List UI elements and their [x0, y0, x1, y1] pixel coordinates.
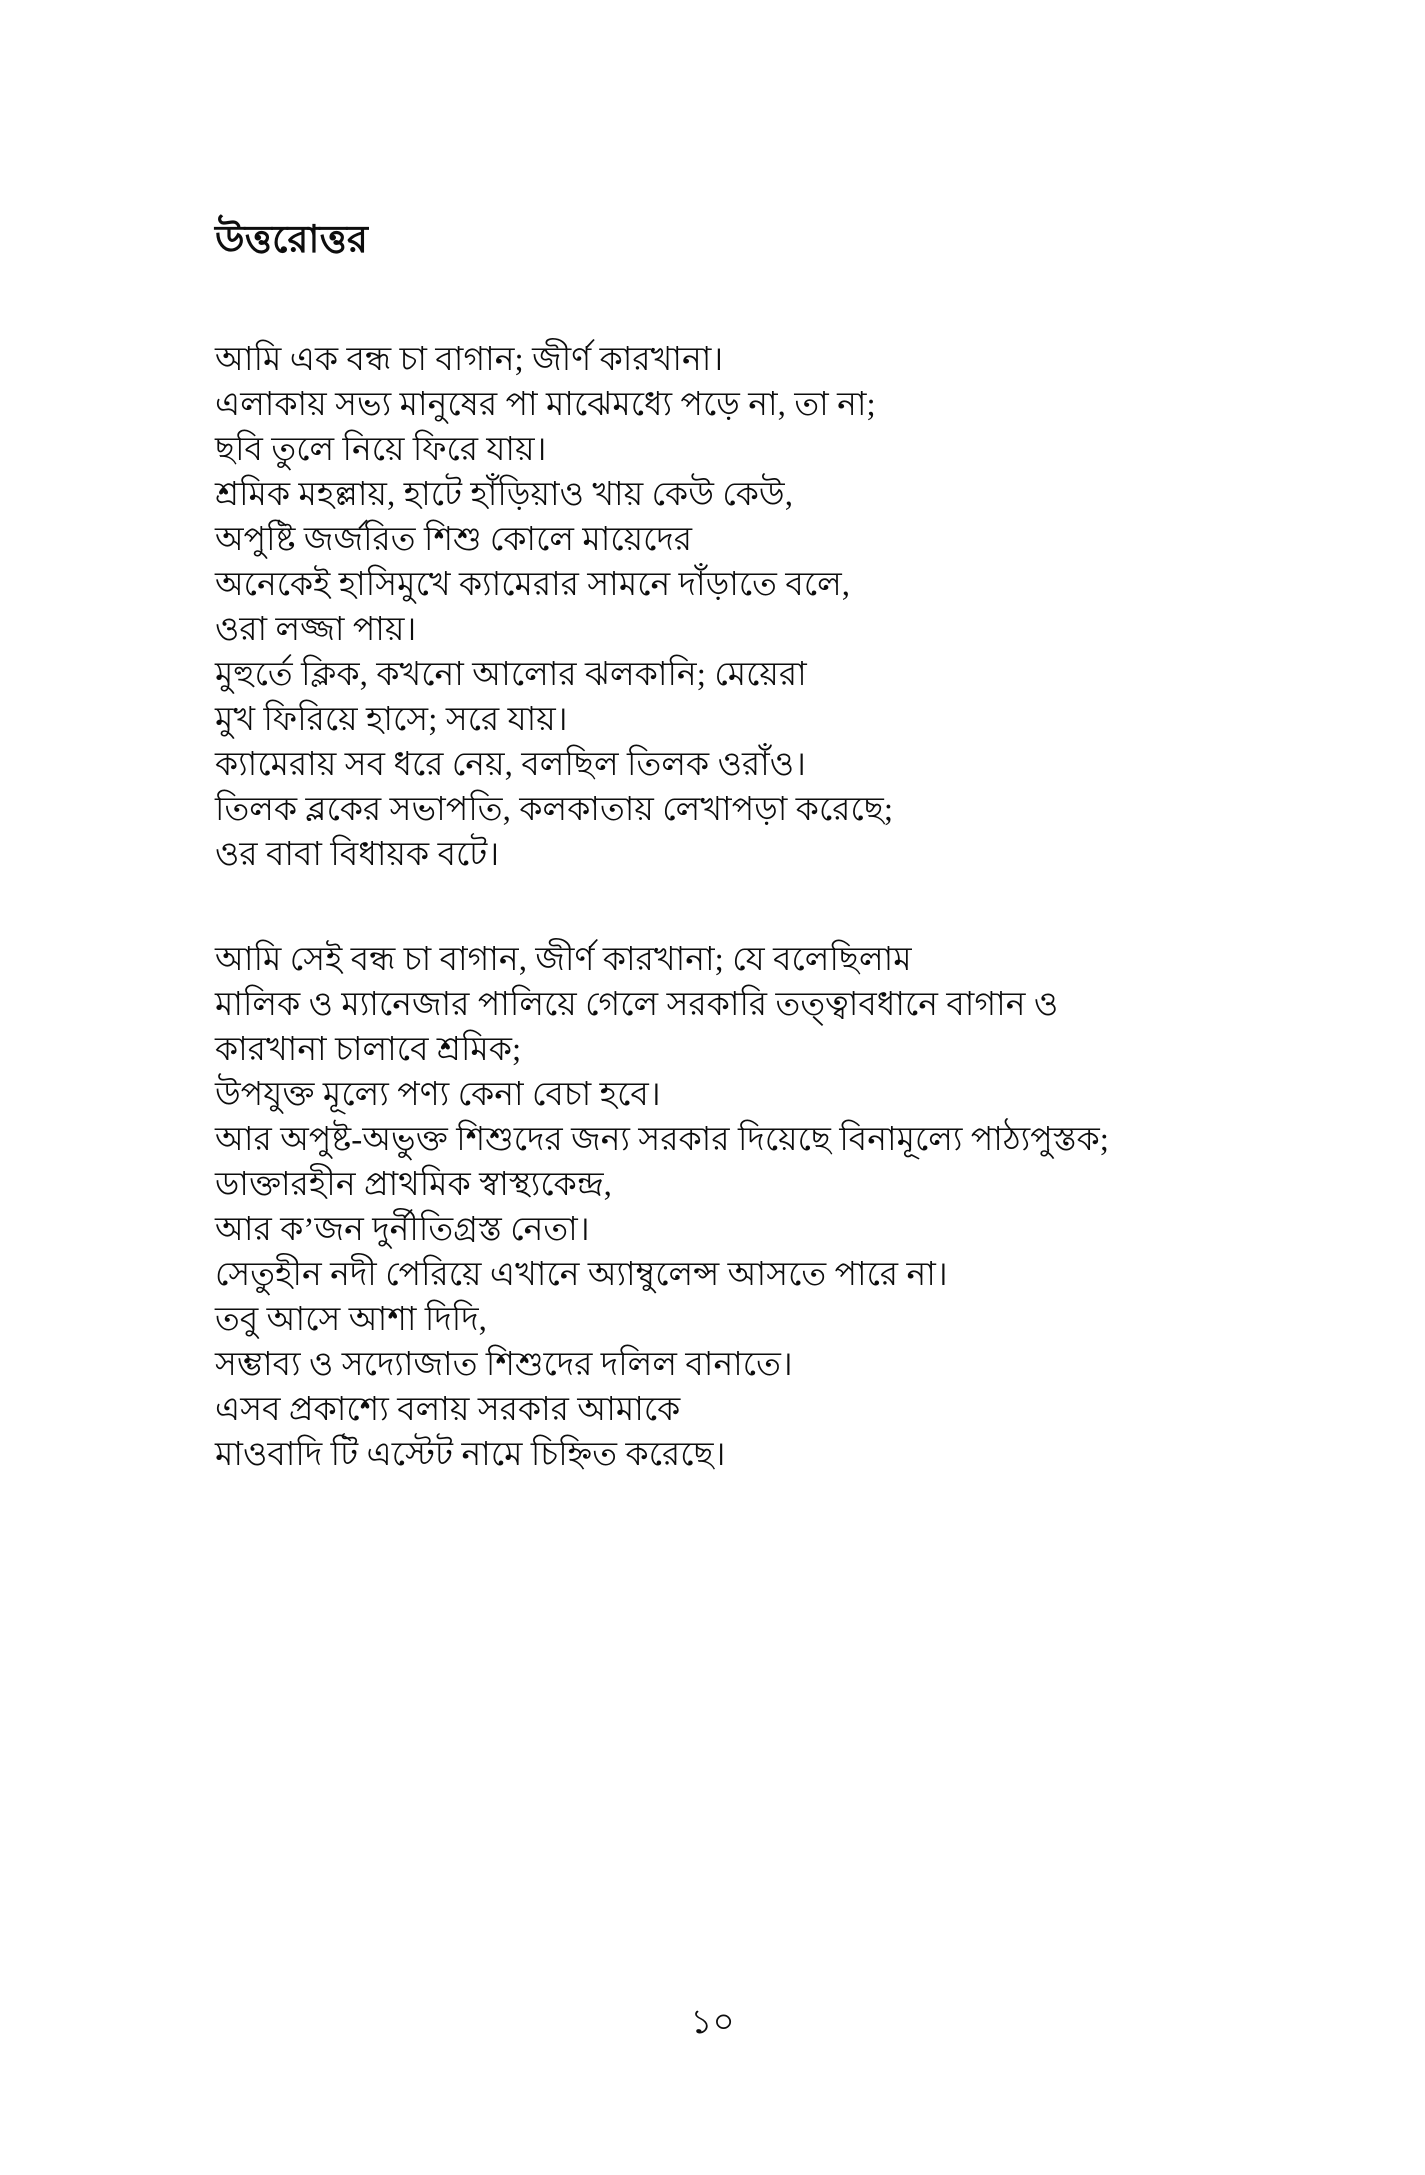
- page-number: ১০: [690, 2004, 735, 2041]
- poem-line: ওরা লজ্জা পায়।: [215, 612, 417, 649]
- page-title: উত্তরোত্তর: [215, 219, 369, 261]
- poem-line: আমি এক বন্ধ চা বাগান; জীর্ণ কারখানা।: [215, 342, 724, 379]
- poem-stanza-1: [215, 338, 1305, 878]
- poem-line: তিলক ব্লকের সভাপতি, কলকাতায় লেখাপড়া করেছে;: [215, 792, 894, 829]
- poem-line: মালিক ও ম্যানেজার পালিয়ে গেলে সরকারি তত্ত্বাবধানে বাগান ও: [215, 987, 1059, 1024]
- poem-line: ডাক্তারহীন প্রাথমিক স্বাস্থ্যকেন্দ্র,: [215, 1167, 612, 1204]
- poem-line: আমি সেই বন্ধ চা বাগান, জীর্ণ কারখানা; যে বলেছিলাম: [215, 942, 912, 979]
- poem-stanza-2: [215, 938, 1305, 1478]
- poem-line: এসব প্রকাশ্যে বলায় সরকার আমাকে: [215, 1392, 681, 1429]
- poem-line: আর ক’জন দুর্নীতিগ্রস্ত নেতা।: [215, 1212, 590, 1249]
- page-content: [215, 215, 1305, 1478]
- poem-line: অপুষ্টি জর্জরিত শিশু কোলে মায়েদের: [215, 522, 693, 559]
- poem-line: কারখানা চালাবে শ্রমিক;: [215, 1032, 522, 1069]
- poem-line: সেতুহীন নদী পেরিয়ে এখানে অ্যাম্বুলেন্স আসতে পারে না।: [215, 1257, 948, 1294]
- poem-line: ক্যামেরায় সব ধরে নেয়, বলছিল তিলক ওরাঁও।: [215, 747, 807, 784]
- poem-line: উপযুক্ত মূল্যে পণ্য কেনা বেচা হবে।: [215, 1077, 661, 1114]
- poem-line: মাওবাদি টি এস্টেট নামে চিহ্নিত করেছে।: [215, 1437, 726, 1474]
- poem-line: মুহুর্তে ক্লিক, কখনো আলোর ঝলকানি; মেয়েরা: [215, 657, 807, 694]
- poem-line: আর অপুষ্ট-অভুক্ত শিশুদের জন্য সরকার দিয়েছে বিনামূল্যে পাঠ্যপুস্তক;: [215, 1122, 1110, 1159]
- poem-line: তবু আসে আশা দিদি,: [215, 1302, 488, 1339]
- poem-line: মুখ ফিরিয়ে হাসে; সরে যায়।: [215, 702, 568, 739]
- poem-line: শ্রমিক মহল্লায়, হাটে হাঁড়িয়াও খায় কেউ কেউ,: [215, 477, 794, 514]
- poem-line: ওর বাবা বিধায়ক বটে।: [215, 837, 500, 874]
- poem-line: অনেকেই হাসিমুখে ক্যামেরার সামনে দাঁড়াতে বলে,: [215, 567, 851, 604]
- poem-line: সম্ভাব্য ও সদ্যোজাত শিশুদের দলিল বানাতে।: [215, 1347, 793, 1384]
- poem-line: ছবি তুলে নিয়ে ফিরে যায়।: [215, 432, 547, 469]
- poem-line: এলাকায় সভ্য মানুষের পা মাঝেমধ্যে পড়ে না, তা না;: [215, 387, 876, 424]
